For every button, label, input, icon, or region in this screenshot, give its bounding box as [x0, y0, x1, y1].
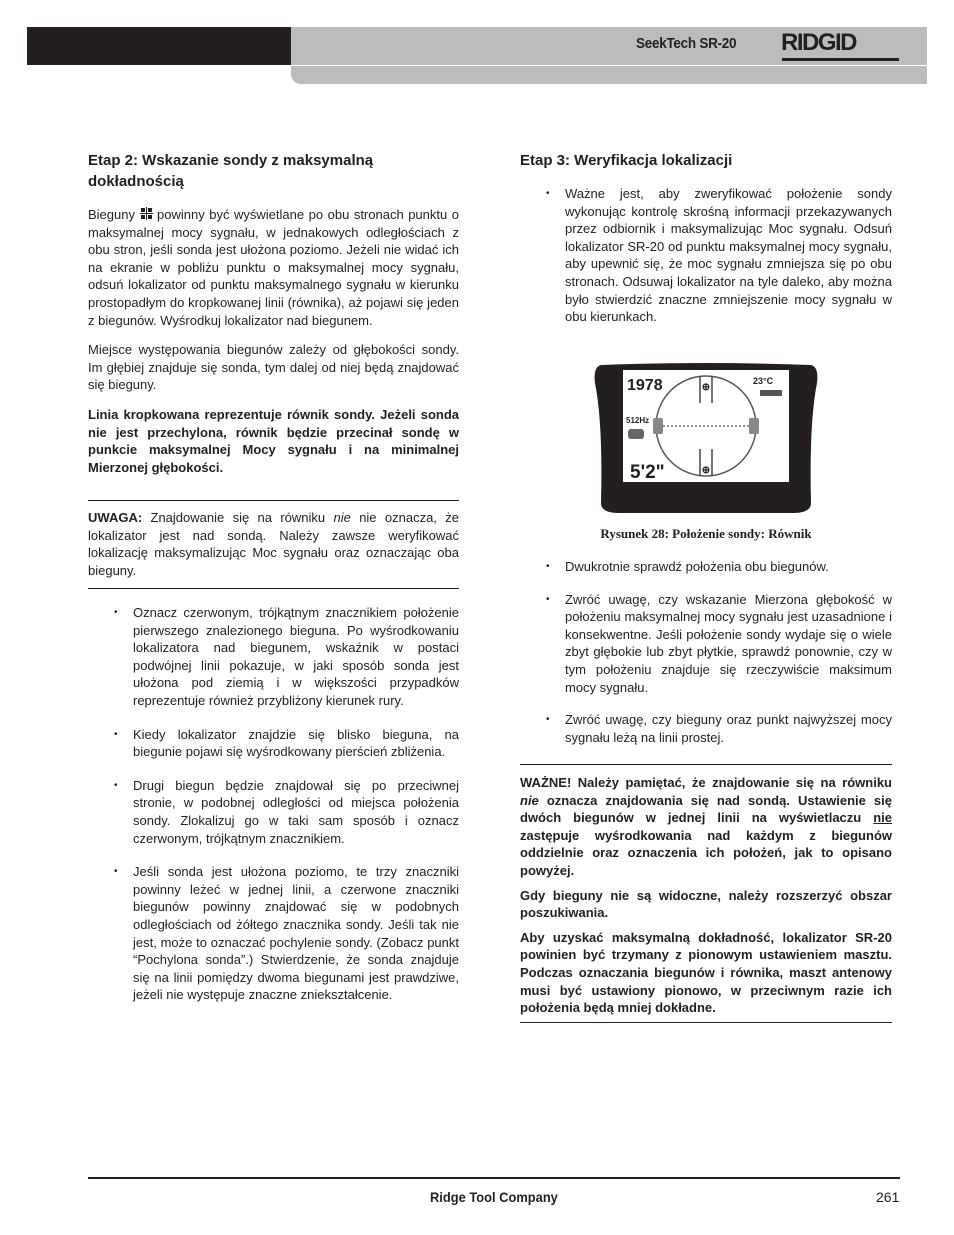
list-item: • Kiedy lokalizator znajdzie się blisko bieguna, na biegunie pojawi się wyśrodkowany pierścień zbliżenia.: [88, 726, 459, 761]
paragraph-depth: Miejsce występowania biegunów zależy od głębokości sondy. Im głębiej znajduje się sonda, tym dalej od niej będą znajdować się bieguny.: [88, 342, 459, 393]
step2-section: [88, 150, 459, 476]
temp-readout: 23°C: [753, 376, 774, 386]
paragraph-poles: [88, 206, 459, 329]
important-paragraph: [520, 774, 892, 880]
pole-icon: [140, 207, 153, 220]
left-bullets: [88, 604, 459, 1004]
product-title: SeekTech SR-20: [636, 35, 737, 52]
note: [88, 509, 459, 579]
svg-text:⊕: ⊕: [701, 382, 711, 393]
list-item: • Drugi biegun będzie znajdował się po przeciwnej stronie, w podobnej odległości od miejsca położenia sondy. Zlokalizuj go w taki sam sposób i oznacz czerwonym, trójkątnym znacznikiem.: [88, 777, 459, 847]
step2-heading: Etap 2: Wskazanie sondy z maksymalną dokładnością: [88, 152, 374, 190]
divider: [520, 764, 892, 765]
poles-not-visible-note: Gdy bieguny nie są widoczne, należy rozszerzyć obszar poszukiwania.: [520, 887, 892, 921]
frequency-readout: 512Hz: [626, 416, 650, 425]
list-item: • Jeśli sonda jest ułożona poziomo, te trzy znaczniki powinny leżeć w jednej linii, a czerwone znaczniki biegunów powinny znajdować się w podobnych odległościach od żółtego znacznika sondy. Jeśli tak nie jest, może to oznaczać pochylenie sondy. (Zobacz punkt “Pochylona sonda”.) Stwierdzenie, że sonda znajduje się na linii pomiędzy dwoma biegunami jest prawdziwe, jeżeli nie występuje znaczne zniekształcenie.: [88, 863, 459, 1004]
text: nie: [873, 810, 892, 826]
step3-section: [520, 150, 892, 326]
text: Znajdowanie się na równiku: [142, 510, 334, 525]
note-paragraph: [88, 509, 459, 579]
divider: [88, 588, 459, 589]
important-notes: [520, 774, 892, 1017]
right-bullets: [520, 558, 892, 746]
list-item: • Ważne jest, aby zweryfikować położenie sondy wykonując kontrolę skrośną informacji przekazywanych przez odbiornik i maksymalizując Moc sygnału. Odsuń lokalizator SR-20 od punktu maksymalnej mocy sygnału, aby upewnić się, że moc sygnału zmniejsza się po obu stronach. Odsuwaj lokalizator na tyle daleko, aby można było stwierdzić znaczne zmniejszenie mocy sygnału w obu kierunkach.: [520, 185, 892, 326]
page-number: 261: [876, 1189, 900, 1205]
text: WAŻNE! Należy pamiętać, że znajdowanie się na równiku: [520, 775, 892, 790]
text: zastępuje wyśrodkowania nad każdym z biegunów oddzielnie oraz oznaczenia ich położeń, jak to opisano powyżej.: [520, 827, 892, 878]
text: nie: [520, 792, 539, 808]
text: Bieguny: [88, 207, 135, 222]
accuracy-note: Aby uzyskać maksymalną dokładność, lokalizator SR-20 powinien być trzymany z pionowym ustawieniem masztu. Podczas oznaczania biegunów i równika, maszt antenowy musi być ustawiony pionowo, w przeciwnym razie ich położenia będą mniej dokładne.: [520, 929, 892, 1016]
text: nie: [333, 510, 351, 525]
divider: [88, 500, 459, 501]
depth-readout: 5'2": [630, 462, 665, 483]
list-item: • Dwukrotnie sprawdź położenia obu biegunów.: [520, 558, 892, 576]
equator-display-figure: [593, 363, 819, 513]
paragraph-equator: Linia kropkowana reprezentuje równik sondy. Jeżeli sonda nie jest przechylona, równik będzie przecinał sondę w punkcie maksymalnej Mocy sygnału i na minimalnej Mierzonej głębokości.: [88, 406, 459, 475]
footer-company: Ridge Tool Company: [430, 1189, 558, 1205]
header-gray-tab: [291, 66, 927, 84]
figure-caption: Rysunek 28: Położenie sondy: Równik: [600, 526, 812, 541]
signal-strength-readout: 1978: [627, 377, 663, 394]
text: oznacza znajdowania się nad sondą. Ustawienie się dwóch biegunów w jednej linii na wyświetlaczu: [520, 792, 892, 826]
list-item: • Zwróć uwagę, czy wskazanie Mierzona głębokość w położeniu maksymalnej mocy sygnału jest uzasadnione i konsekwentne. Jeśli położenie sondy wydaje się o wiele zbyt głębokie lub zbyt płytkie, sprawdź ponownie, czy w tym położeniu znajduje się rzeczywiście maksimum mocy sygnału.: [520, 591, 892, 697]
list-item: • Zwróć uwagę, czy bieguny oraz punkt najwyższej mocy sygnału leżą na linii prostej.: [520, 711, 892, 746]
header-black-band: [27, 27, 291, 65]
step3-heading: Etap 3: Weryfikacja lokalizacji: [520, 152, 733, 169]
text: powinny być wyświetlane po obu stronach punktu o maksymalnej mocy sygnału, w jednakowych odległościach z obu stron, jeśli sonda jest ułożona poziomo. Jeżeli nie widać ich na ekranie w pobliżu punktu o maksymalnej mocy sygnału, odsuń lokalizator od punktu maksymalnego sygnału w kierunku prostopadłym do kropkowanej linii (równika), aż pojawi się jeden z biegunów. Wyśrodkuj lokalizator nad biegunem.: [88, 207, 459, 328]
logo-underline: [782, 58, 899, 61]
list-item: • Oznacz czerwonym, trójkątnym znacznikiem położenie pierwszego znalezionego bieguna. Po wyśrodkowaniu lokalizatora nad biegunem, wskaźnik w postaci podwójnej linii pokazuje, w jaki sposób sonda jest ułożona pod ziemią i w większości przypadków reprezentuje również przybliżony kierunek rury.: [88, 604, 459, 710]
text: nie oznacza, że lokalizator jest nad sondą. Należy zawsze weryfikować lokalizację maksymalizując Moc sygnału oraz oznaczając oba bieguny.: [88, 510, 459, 578]
ridgid-logo: [781, 30, 901, 60]
footer-rule: [88, 1177, 900, 1179]
divider: [520, 1022, 892, 1023]
logo-text: RIDGID: [781, 29, 856, 56]
svg-text:⊕: ⊕: [701, 465, 711, 476]
note-label: UWAGA:: [88, 510, 143, 525]
